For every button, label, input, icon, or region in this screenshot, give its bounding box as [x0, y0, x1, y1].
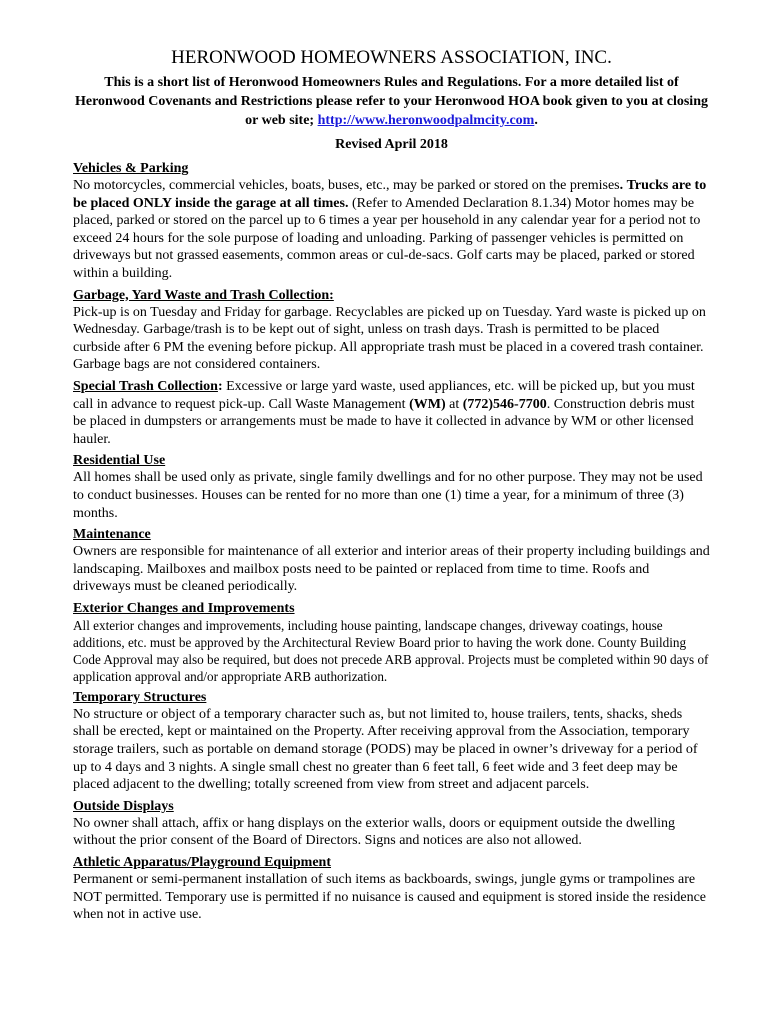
section-residential: [73, 452, 710, 522]
section-body: No owner shall attach, affix or hang displays on the exterior walls, doors or equipment outside the dwelling without the prior consent of the Board of Directors. Signs and notices are also not allowed.: [73, 815, 675, 849]
body-text: at: [445, 396, 463, 412]
phone-number: (772)546-7700: [462, 396, 547, 412]
body-text: . Construction debris must be placed in dumpsters or arrangements must be made to have it collected in advance by WM or other licensed hauler.: [73, 396, 695, 447]
website-link[interactable]: http://www.heronwoodpalmcity.com: [317, 113, 535, 128]
section-special-trash: [73, 378, 710, 448]
section-body: [73, 177, 710, 283]
section-heading: Temporary Structures: [73, 689, 207, 705]
section-body: Permanent or semi-permanent installation of such items as backboards, swings, jungle gyms or trampolines are NOT permitted. Temporary use is permitted if no nuisance is caused and equipment is stored inside the residence when not in active use.: [73, 872, 707, 923]
wm-abbrev: (WM): [409, 396, 446, 412]
section-heading: Outside Displays: [73, 798, 174, 814]
trucks-rule: Trucks are to be placed ONLY inside the garage at all times.: [73, 178, 707, 211]
body-text: No motorcycles, commercial vehicles, boats, buses, etc., may be parked or stored on the premises: [73, 178, 620, 193]
section-body: [73, 378, 710, 448]
body-text: .: [619, 178, 624, 193]
section-displays: [73, 798, 710, 850]
document-title: HERONWOOD HOMEOWNERS ASSOCIATION, INC.: [171, 47, 612, 68]
section-temporary: [73, 689, 710, 794]
intro-paragraph: [73, 73, 710, 130]
section-maintenance: [73, 526, 710, 596]
body-text: (Refer to Amended Declaration 8.1.34) Motor homes may be placed, parked or stored on the parcel up to 6 times a year per household in any calendar year for a period not to exceed 24 hours for the sole purpose of loading and unloading. Parking of passenger vehicles is permitted on driveways but not grassed easements, common areas or cul-de-sacs. Golf carts may be placed, parked or stored within a building.: [73, 195, 701, 281]
section-athletic: [73, 854, 710, 924]
intro-end: .: [534, 113, 538, 128]
section-heading: Residential Use: [73, 453, 166, 469]
section-heading: Maintenance: [73, 527, 151, 543]
revised-date: Revised April 2018: [335, 137, 448, 152]
section-body: Owners are responsible for maintenance of all exterior and interior areas of their property including buildings and landscaping. Mailboxes and mailbox posts need to be painted or replaced from time to time. Roofs and driveways must be cleaned periodically.: [73, 544, 710, 595]
section-body: All homes shall be used only as private, single family dwellings and for no other purpose. They may not be used to conduct businesses. Houses can be rented for no more than one (1) time a year, for a minimum of three (3) months.: [73, 470, 703, 521]
section-heading: Athletic Apparatus/Playground Equipment: [73, 855, 332, 871]
section-body: All exterior changes and improvements, including house painting, landscape changes, driveway coatings, house additions, etc. must be approved by the Architectural Review Board prior to having the work done. County Building Code Approval may also be required, but does not precede ARB approval. Projects must be completed within 90 days of application approval and/or appropriate ARB authorization.: [73, 617, 709, 684]
section-heading: Special Trash Collection: [73, 378, 218, 394]
section-body: No structure or object of a temporary character such as, but not limited to, house trailers, tents, shacks, sheds shall be erected, kept or maintained on the Property. After receiving approval from the Association, temporary storage trailers, such as portable on demand storage (PODS) may be placed in owner’s driveway for a period of up to 4 days and 3 nights. A single small chest no greater than 6 feet tall, 6 feet wide and 3 feet deep may be placed adjacent to the dwelling; totally screened from view from street and adjacent parcels.: [73, 706, 698, 793]
section-heading: Exterior Changes and Improvements: [73, 600, 295, 616]
body-text: Excessive or large yard waste, used appliances, etc. will be picked up, but you must call in advance to request pick-up. Call Waste Management: [73, 378, 695, 412]
intro-text: This is a short list of Heronwood Homeowners Rules and Regulations. For a more detailed list of Heronwood Covenants and Restrictions please refer to your Heronwood HOA book given to you at closing or web site;: [74, 75, 708, 128]
section-vehicles: [73, 160, 710, 283]
section-body: Pick-up is on Tuesday and Friday for garbage. Recyclables are picked up on Tuesday. Yard waste is picked up on Wednesday. Garbage/trash is to be kept out of sight, unless on trash days. Trash is permitted to be placed curbside after 6 PM the evening before pickup. All appropriate trash must be placed in a covered trash container. Garbage bags are not considered containers.: [73, 304, 706, 373]
section-heading: Vehicles & Parking: [73, 161, 189, 176]
section-heading: Garbage, Yard Waste and Trash Collection:: [73, 287, 334, 303]
section-garbage: [73, 287, 710, 374]
section-exterior: [73, 600, 710, 685]
heading-colon: :: [217, 378, 223, 394]
